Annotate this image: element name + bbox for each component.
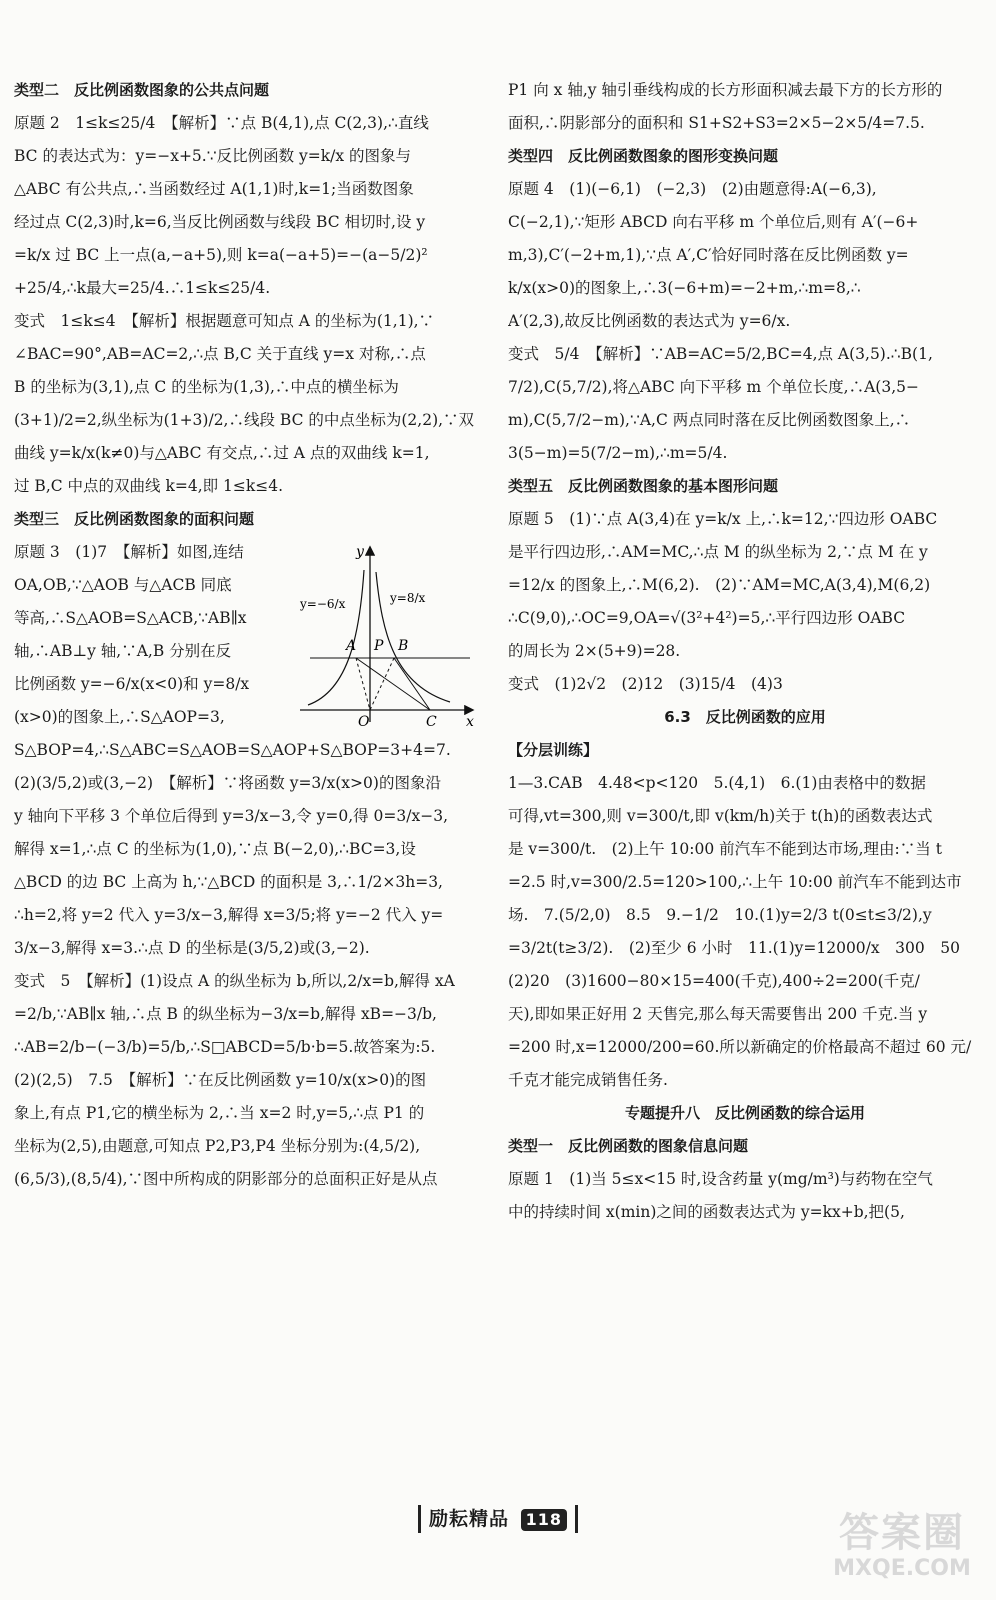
chapter-title: 6.3 反比例函数的应用 <box>664 708 826 726</box>
watermark-line1: 答案圈 <box>839 1510 965 1556</box>
label-y-axis: y <box>356 544 364 560</box>
text-line: 比例函数 y=−6/x(x<0)和 y=8/x <box>14 675 250 693</box>
text-line: S△BOP=4,∴S△ABC=S△AOB=S△AOP+S△BOP=3+4=7. <box>14 741 451 759</box>
watermark-line2: MXQE.COM <box>833 1556 971 1581</box>
label-curve-right: y=8/x <box>390 591 426 605</box>
text-line: 变式 5/4 【解析】∵AB=AC=5/2,BC=4,点 A(3,5).∴B(1, <box>508 345 933 363</box>
text-line: 坐标为(2,5),由题意,可知点 P2,P3,P4 坐标分别为:(4,5/2), <box>14 1137 421 1155</box>
text-line: 的周长为 2×(5+9)=28. <box>508 642 681 660</box>
text-line: m),C(5,7/2−m),∵A,C 两点同时落在反比例函数图象上,∴ <box>508 411 911 429</box>
watermark <box>822 1510 982 1590</box>
text-line: 场. 7.(5/2,0) 8.5 9.−1/2 10.(1)y=2/3 t(0≤t≤3/2),y <box>508 906 932 924</box>
label-point-p: P <box>374 638 384 654</box>
text-line: C(−2,1),∵矩形 ABCD 向右平移 m 个单位后,则有 A′(−6+ <box>508 213 919 231</box>
text-line: =k/x 过 BC 上一点(a,−a+5),则 k=a(−a+5)=−(a−5/2)² <box>14 246 428 264</box>
right-column <box>508 78 982 1233</box>
text-line: 变式 5 【解析】(1)设点 A 的纵坐标为 b,所以,2/x=b,解得 xA <box>14 972 455 990</box>
text-line: y 轴向下平移 3 个单位后得到 y=3/x−3,令 y=0,得 0=3/x−3, <box>14 807 449 825</box>
text-line: 原题 1 (1)当 5≤x<15 时,设含药量 y(mg/m³)与药物在空气 <box>508 1170 933 1188</box>
text-line: 可得,vt=300,则 v=300/t,即 v(km/h)关于 t(h)的函数表达式 <box>508 807 933 825</box>
text-line: 变式 (1)2√2 (2)12 (3)15/4 (4)3 <box>508 675 783 693</box>
text-line: △BCD 的边 BC 上高为 h,∵△BCD 的面积是 3,∴1/2×3h=3, <box>14 873 443 891</box>
text-line: +25/4,∴k最大=25/4.∴1≤k≤25/4. <box>14 279 271 297</box>
section-heading: 类型四 反比例函数图象的图形变换问题 <box>508 147 779 165</box>
text-line: △ABC 有公共点,∴当函数经过 A(1,1)时,k=1;当函数图象 <box>14 180 414 198</box>
text-line: =2/b,∵AB∥x 轴,∴点 B 的纵坐标为−3/x=b,解得 xB=−3/b, <box>14 1005 437 1023</box>
section-heading: 类型二 反比例函数图象的公共点问题 <box>14 81 270 99</box>
text-line: BC 的表达式为：y=−x+5.∵反比例函数 y=k/x 的图象与 <box>14 147 412 165</box>
chapter-title: 专题提升八 反比例函数的综合运用 <box>624 1104 865 1122</box>
text-line: 解得 x=1,∴点 C 的坐标为(1,0),∵点 B(−2,0),∴BC=3,设 <box>14 840 416 858</box>
segment-bc <box>394 658 430 710</box>
text-line: m,3),C′(−2+m,1),∵点 A′,C′恰好同时落在反比例函数 y= <box>508 246 909 264</box>
label-x-axis: x <box>466 714 474 730</box>
section-heading: 【分层训练】 <box>508 741 599 759</box>
text-line: ∴C(9,0),∴OC=9,OA=√(3²+4²)=5,∴平行四边形 OABC <box>508 609 906 627</box>
brand-logo <box>418 1505 578 1533</box>
label-origin: O <box>358 714 370 730</box>
section-heading: 类型一 反比例函数的图象信息问题 <box>508 1137 749 1155</box>
text-line: 是 v=300/t. (2)上午 10:00 前汽车不能到达市场,理由:∵当 t <box>508 840 942 858</box>
text-line: 变式 1≤k≤4 【解析】根据题意可知点 A 的坐标为(1,1),∵ <box>14 312 435 330</box>
text-line: (3+1)/2=2,纵坐标为(1+3)/2,∴线段 BC 的中点坐标为(2,2),∵双 <box>14 411 475 429</box>
text-line: ∴h=2,将 y=2 代入 y=3/x−3,解得 x=3/5;将 y=−2 代入 y= <box>14 906 444 924</box>
text-line: 曲线 y=k/x(k≠0)与△ABC 有交点,∴过 A 点的双曲线 k=1, <box>14 444 430 462</box>
label-point-a: A <box>346 638 357 654</box>
text-line: (6,5/3),(8,5/4),∵图中所构成的阴影部分的总面积正好是从点 <box>14 1170 438 1188</box>
text-line: 轴,∴AB⊥y 轴,∵A,B 分别在反 <box>14 642 232 660</box>
text-line: 经过点 C(2,3)时,k=6,当反比例函数与线段 BC 相切时,设 y <box>14 213 426 231</box>
text-line: 中的持续时间 x(min)之间的函数表达式为 y=kx+b,把(5, <box>508 1203 905 1221</box>
figure-svg <box>290 540 480 730</box>
text-line: 面积,∴阴影部分的面积和 S1+S2+S3=2×5−2×5/4=7.5. <box>508 114 925 132</box>
text-line: 是平行四边形,∴AM=MC,∴点 M 的纵坐标为 2,∵点 M 在 y <box>508 543 928 561</box>
text-line: =3/2t(t≥3/2). (2)至少 6 小时 11.(1)y=12000/x 300 50 <box>508 939 960 957</box>
label-point-c: C <box>426 714 437 730</box>
text-line: 象上,有点 P1,它的横坐标为 2,∴当 x=2 时,y=5,∴点 P1 的 <box>14 1104 425 1122</box>
text-line: ∠BAC=90°,AB=AC=2,∴点 B,C 关于直线 y=x 对称,∴点 <box>14 345 426 363</box>
text-line: 天),即如果正好用 2 天售完,那么每天需要售出 200 千克.当 y <box>508 1005 928 1023</box>
section-heading: 类型五 反比例函数图象的基本图形问题 <box>508 477 779 495</box>
text-line: 3(5−m)=5(7/2−m),∴m=5/4. <box>508 444 728 462</box>
section-heading: 类型三 反比例函数图象的面积问题 <box>14 510 255 528</box>
segment-ob <box>370 658 394 710</box>
label-curve-left: y=−6/x <box>300 597 346 611</box>
text-line: =2.5 时,v=300/2.5=120>100,∴上午 10:00 前汽车不能到达市 <box>508 873 962 891</box>
text-line: (x>0)的图象上,∴S△AOP=3, <box>14 708 225 726</box>
text-line: B 的坐标为(3,1),点 C 的坐标为(1,3),∴中点的横坐标为 <box>14 378 399 396</box>
text-line: 原题 4 (1)(−6,1) (−2,3) (2)由题意得:A(−6,3), <box>508 180 877 198</box>
text-line: A′(2,3),故反比例函数的表达式为 y=6/x. <box>508 312 791 330</box>
text-line: =200 时,x=12000/200=60.所以新确定的价格最高不超过 60 元/ <box>508 1038 972 1056</box>
text-line: P1 向 x 轴,y 轴引垂线构成的长方形面积减去最下方的长方形的 <box>508 81 943 99</box>
text-line: 3/x−3,解得 x=3.∴点 D 的坐标是(3/5,2)或(3,−2). <box>14 939 370 957</box>
text-line: 原题 3 (1)7 【解析】如图,连结 <box>14 543 244 561</box>
text-line: (2)(3/5,2)或(3,−2) 【解析】∵将函数 y=3/x(x>0)的图象沿 <box>14 774 441 792</box>
text-line: k/x(x>0)的图象上,∴3(−6+m)=−2+m,∴m=8,∴ <box>508 279 861 297</box>
text-line: 过 B,C 中点的双曲线 k=4,即 1≤k≤4. <box>14 477 284 495</box>
brand-name: 励耘精品 <box>428 1508 509 1530</box>
text-line: 1—3.CAB 4.48<p<120 5.(4,1) 6.(1)由表格中的数据 <box>508 774 926 792</box>
page-number: 118 <box>521 1509 567 1531</box>
text-line: 7/2),C(5,7/2),将△ABC 向下平移 m 个单位长度,∴A(3,5− <box>508 378 919 396</box>
text-line: ∴AB=2/b−(−3/b)=5/b,∴S□ABCD=5/b·b=5.故答案为:5. <box>14 1038 436 1056</box>
label-point-b: B <box>398 638 409 654</box>
text-line: 千克才能完成销售任务. <box>508 1071 668 1089</box>
text-line: (2)20 (3)1600−80×15=400(千克),400÷2=200(千克/ <box>508 972 920 990</box>
text-line: (2)(2,5) 7.5 【解析】∵在反比例函数 y=10/x(x>0)的图 <box>14 1071 427 1089</box>
text-line: 原题 2 1≤k≤25/4 【解析】∵点 B(4,1),点 C(2,3),∴直线 <box>14 114 429 132</box>
text-line: =12/x 的图象上,∴M(6,2). (2)∵AM=MC,A(3,4),M(6,2) <box>508 576 931 594</box>
text-line: 等高,∴S△AOB=S△ACB,∵AB∥x <box>14 609 247 627</box>
figure-hyperbola-triangle <box>290 540 480 730</box>
segment-ac <box>356 658 430 710</box>
text-line: 原题 5 (1)∵点 A(3,4)在 y=k/x 上,∴k=12,∵四边形 OABC <box>508 510 938 528</box>
text-line: OA,OB,∵△AOB 与△ACB 同底 <box>14 576 232 594</box>
